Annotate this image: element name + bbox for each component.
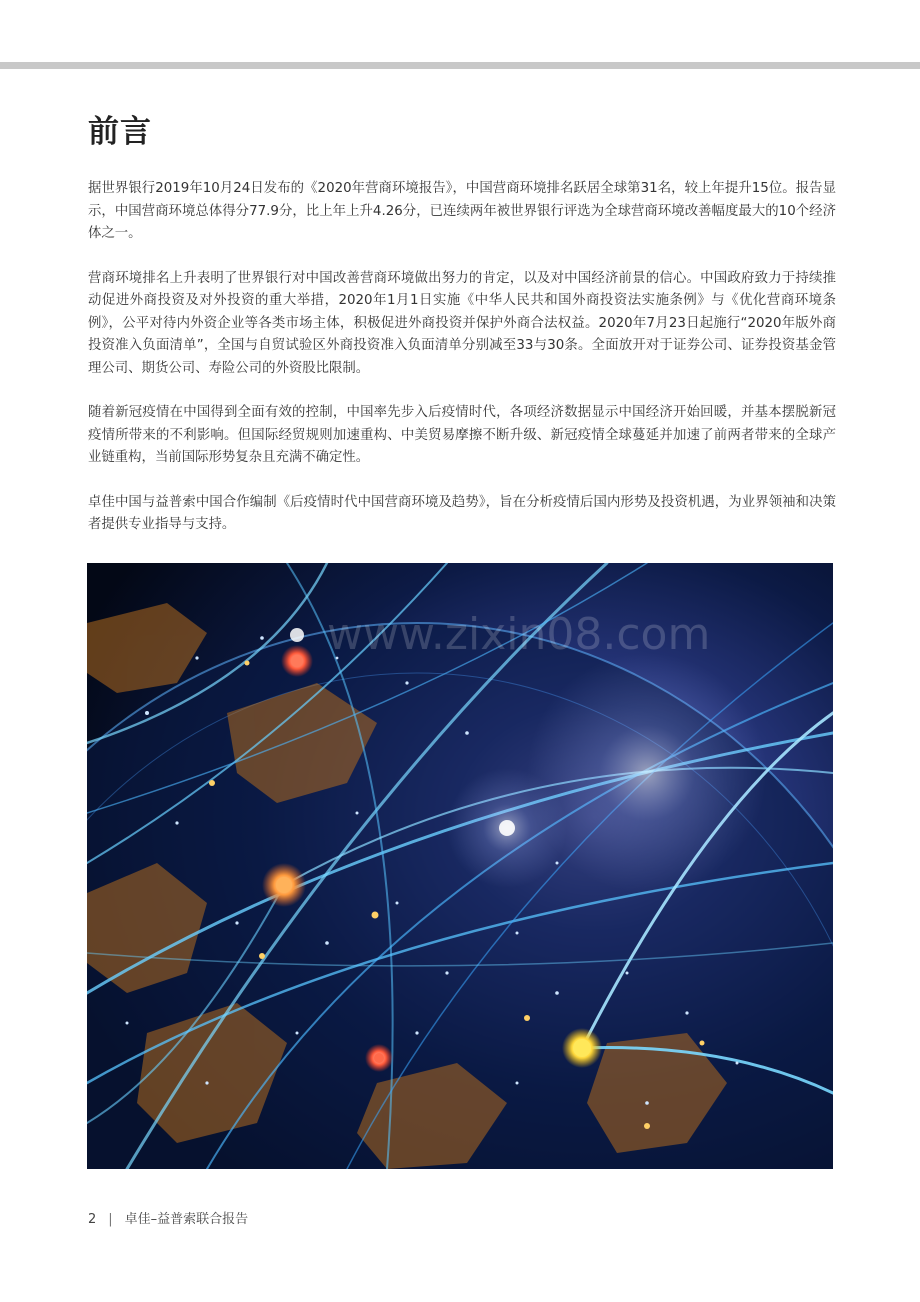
paragraph-1: 据世界银行2019年10月24日发布的《2020年营商环境报告》，中国营商环境排名跃居全球第31名，较上年提升15位。报告显示，中国营商环境总体得分77.9分，比上年上升4.26分，已连续两年被世界银行评选为全球营商环境改善幅度最大的10个经济体之一。	[88, 181, 836, 241]
globe-network-illustration	[87, 563, 833, 1169]
watermark-text: www.zixin08.com	[327, 609, 711, 660]
page-number: 2	[88, 1212, 97, 1227]
globe-network-image	[87, 563, 833, 1169]
body-text	[88, 178, 836, 559]
report-name: 卓佳–益普索联合报告	[124, 1212, 249, 1227]
paragraph-3: 随着新冠疫情在中国得到全面有效的控制，中国率先步入后疫情时代，各项经济数据显示中国经济开始回暖，并基本摆脱新冠疫情所带来的不利影响。但国际经贸规则加速重构、中美贸易摩擦不断升级、新冠疫情全球蔓延并加速了前两者带来的全球产业链重构，当前国际形势复杂且充满不确定性。	[88, 405, 836, 465]
page-footer	[88, 1210, 248, 1230]
paragraph-2: 营商环境排名上升表明了世界银行对中国改善营商环境做出努力的肯定，以及对中国经济前景的信心。中国政府致力于持续推动促进外商投资及对外投资的重大举措，2020年1月1日实施《中华人民共和国外商投资法实施条例》与《优化营商环境条例》，公平对待内外资企业等各类市场主体，积极促进外商投资并保护外商合法权益。2020年7月23日起施行“2020年版外商投资准入负面清单”，全国与自贸试验区外商投资准入负面清单分别减至33与30条。全面放开对于证券公司、证券投资基金管理公司、期货公司、寿险公司的外资股比限制。	[88, 270, 836, 376]
top-divider	[0, 62, 920, 69]
page-title: 前言	[88, 114, 152, 150]
footer-separator: |	[108, 1212, 113, 1227]
paragraph-4: 卓佳中国与益普索中国合作编制《后疫情时代中国营商环境及趋势》，旨在分析疫情后国内形势及投资机遇，为业界领袖和决策者提供专业指导与支持。	[88, 494, 836, 532]
